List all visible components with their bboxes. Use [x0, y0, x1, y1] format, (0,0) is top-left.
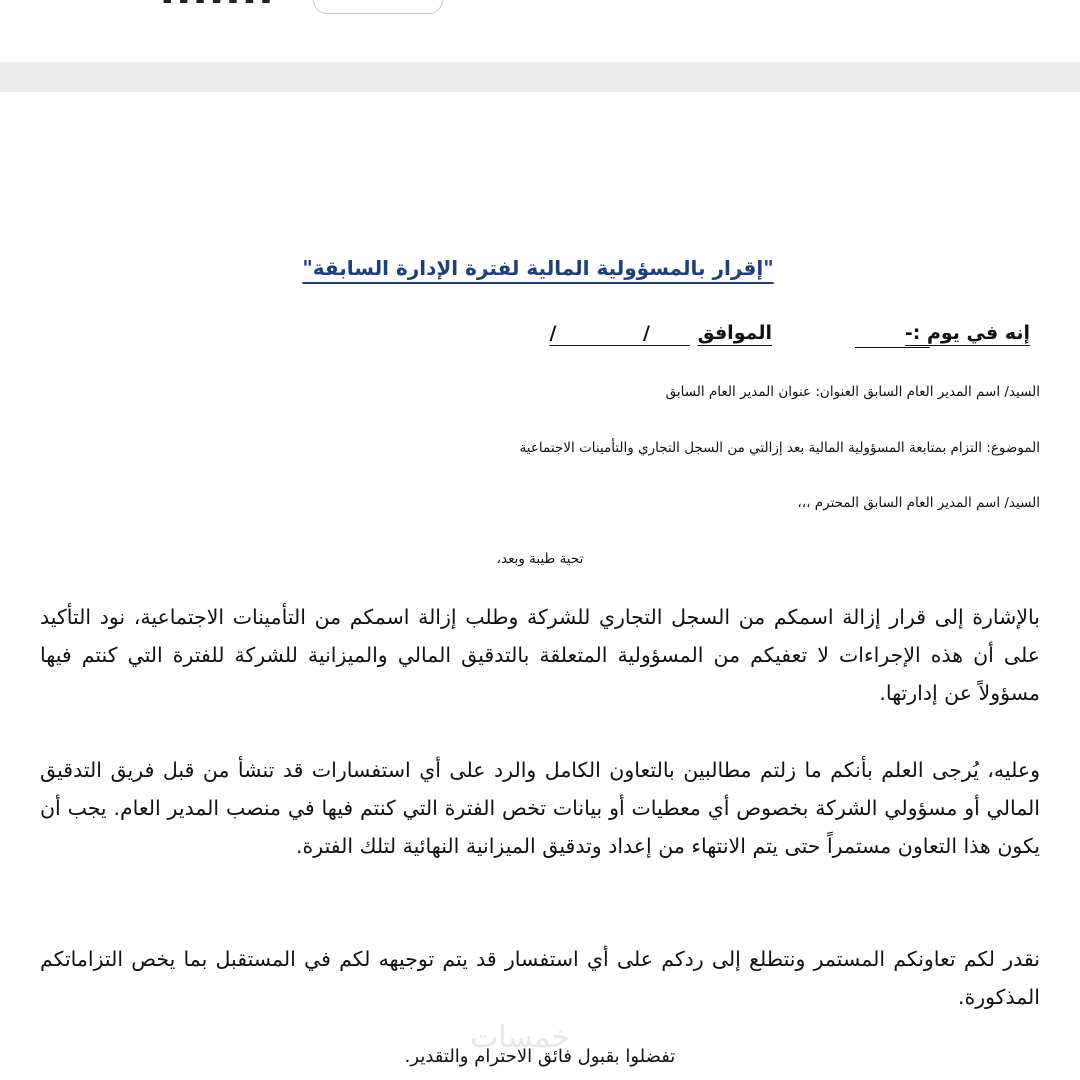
document-page: [0, 92, 1080, 1080]
paragraph-3: نقدر لكم تعاونكم المستمر ونتطلع إلى ردكم على أي استفسار قد يتم توجيهه لكم في المستقبل بما يخص التزاماتكم المذكورة.: [40, 947, 1040, 1009]
top-strip: [0, 0, 1080, 62]
document-title: "إقرار بالمسؤولية المالية لفترة الإدارة السابقة": [302, 256, 774, 280]
paragraph-1: بالإشارة إلى قرار إزالة اسمكم من السجل التجاري للشركة وطلب إزالة اسمكم من التأمينات الاجتماعية، نود التأكيد على أن هذه الإجراءات لا تعفيكم من المسؤولية المتعلقة بالتدقيق المالي والميزانية للشركة للفترة التي كنتم فيها مسؤولاً عن إدارتها.: [40, 605, 1040, 705]
closing-line: تفضلوا بقبول فائق الاحترام والتقدير.: [404, 1046, 676, 1067]
date-prefix: إنه في يوم :-: [904, 322, 1030, 344]
subject-line: الموضوع: التزام بمتابعة المسؤولية المالية بعد إزالتي من السجل التجاري والتأمينات الاجتماعية: [519, 440, 1040, 456]
greeting: تحية طيبة وبعد،: [496, 551, 584, 567]
pill-button[interactable]: [313, 0, 443, 14]
watermark: خمسات: [470, 1020, 571, 1055]
paragraph-2: وعليه، يُرجى العلم بأنكم ما زلتم مطالبين بالتعاون الكامل والرد على أي استفسارات قد تنشأ من قبل فريق التدقيق المالي أو مسؤولي الشركة بخصوص أي معطيات أو بيانات تخص الفترة التي كنتم فيها في منصب المدير العام. يجب أن يكون هذا التعاون مستمراً حتى يتم الانتهاء من إعداد وتدقيق الميزانية النهائية لتلك الفترة.: [40, 758, 1040, 858]
date-blank: [855, 322, 930, 348]
page-separator: [0, 62, 1080, 92]
addressee-line: السيد/ اسم المدير العام السابق العنوان: عنوان المدير العام السابق: [665, 384, 1040, 400]
date-corresponding: الموافق: [697, 322, 772, 344]
dash-line: -------: [160, 0, 276, 14]
salutation-line: السيد/ اسم المدير العام السابق المحترم ،،،: [797, 495, 1040, 511]
date-slashes: / /: [549, 322, 690, 344]
date-line: [549, 322, 1030, 356]
